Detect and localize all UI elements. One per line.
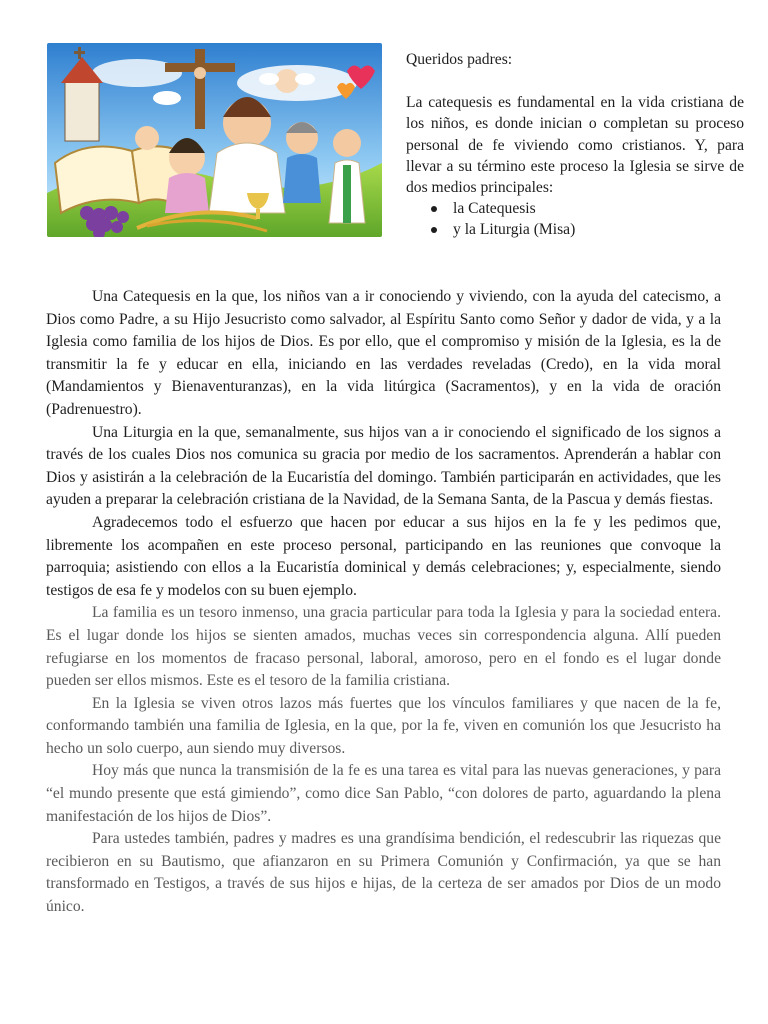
paragraph-bendicion: Para ustedes también, padres y madres es una grandísima bendición, el redescubrir las riquezas que recibieron en su Bautismo, que afianzaron en su Primera Comunión y Confirmación, ya que se han transformado en Testigos, a través de sus hijos e hijas, de la certeza de ser amados por Dios de un modo único. [46,830,721,916]
paragraph-transmision: Hoy más que nunca la transmisión de la fe es una tarea es vital para las nuevas generaciones, y para “el mundo presente que está gimiendo”, como dice San Pablo, “con dolores de parto, aguardando la plena manifestación de los hijos de Dios”. [46,762,721,825]
paragraph-agradecimiento: Agradecemos todo el esfuerzo que hacen por educar a sus hijos en la fe y les pedimos que, libremente los acompañen en este proceso personal, participando en las reuniones que convoque la parroquia; asistiendo con ellos a la Eucaristía dominical y demás celebraciones; y, especialmente, siendo testigos de esa fe y modelos con su buen ejemplo. [46,513,721,599]
paragraph-familia: La familia es un tesoro inmenso, una gracia particular para toda la Iglesia y para la sociedad entera. Es el lugar donde los hijos se sienten amados, muchas veces sin correspondencia alguna. Allí pueden refugiarse en los momentos de fracaso personal, laboral, amoroso, pero en el fondo es el lugar donde pueden ser ellos mismos. Este es el tesoro de la familia cristiana. [46,604,721,690]
catechesis-family-illustration [47,43,382,237]
paragraph-iglesia: En la Iglesia se viven otros lazos más fuertes que los vínculos familiares y que nacen de la fe, conformando también una familia de Iglesia, en la que, por la fe, viven en comunión los que Jesucristo ha hecho un solo cuerpo, aun siendo muy diversos. [46,694,721,757]
means-list [406,198,744,240]
list-item: la Catequesis [406,198,744,219]
intro-section [406,49,744,241]
paragraph-catequesis: Una Catequesis en la que, los niños van a ir conociendo y viviendo, con la ayuda del catecismo, a Dios como Padre, a su Hijo Jesucristo como salvador, al Espíritu Santo como Señor y dador de vida, y a la Iglesia como familia de los hijos de Dios. Es por ello, que el compromiso y misión de la Iglesia, es la de transmitir la fe y educar en ella, iniciando en las verdades reveladas (Credo), en la vida moral (Mandamientos y Bienaventuranzas), en la vida litúrgica (Sacramentos), y en la vida de oración (Padrenuestro). [46,288,721,418]
intro-paragraph: La catequesis es fundamental en la vida cristiana de los niños, es donde inician o completan su proceso personal de fe viviendo como cristianos. Y, para llevar a su término este proceso la Iglesia se sirve de dos medios principales: [406,94,744,197]
list-item: y la Liturgia (Misa) [406,219,744,240]
catechesis-family-illustration-icon [47,43,382,237]
letter-body [46,286,721,919]
paragraph-liturgia: Una Liturgia en la que, semanalmente, sus hijos van a ir conociendo el significado de los signos a través de los cuales Dios nos comunica su gracia por medio de los sacramentos. Aprenderán a hablar con Dios y asistirán a la celebración de la Eucaristía del domingo. También participarán en actividades, que les ayuden a preparar la celebración cristiana de la Navidad, de la Semana Santa, de la Pascua y demás fiestas. [46,423,721,509]
greeting: Queridos padres: [406,51,513,68]
